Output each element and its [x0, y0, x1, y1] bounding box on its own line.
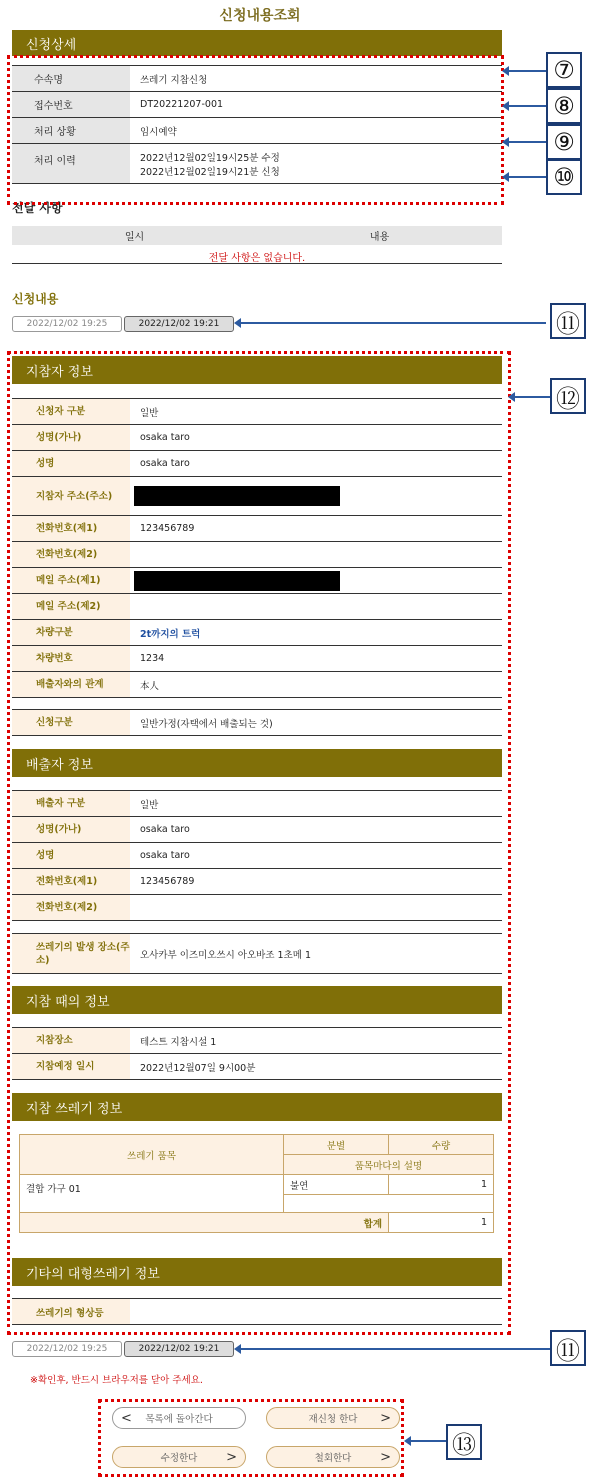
garbage-qty: 1: [389, 1175, 494, 1195]
row-value: 일반: [140, 799, 159, 811]
row-label: 배출자와의 관계: [12, 672, 130, 697]
history-entry: 2022년12월02일19시21분 신청: [140, 167, 280, 178]
row-label: 메일 주소(제1): [12, 568, 130, 593]
annotation-arrow: [240, 322, 546, 324]
content-title: 신청내용: [12, 292, 59, 306]
row-label: 쓰레기의 형상등: [12, 1299, 130, 1324]
annotation-arrow: [514, 396, 550, 398]
row-label: 배출자 구분: [12, 791, 130, 816]
row-label: 성명(가나): [12, 817, 130, 842]
annotation-badge-7: ⑦: [546, 52, 582, 88]
garbage-section-title: 지참 쓰레기 정보: [26, 1101, 123, 1117]
col-desc: 품목마다의 설명: [284, 1155, 494, 1175]
row-label: 성명: [12, 451, 130, 476]
annotation-badge-12: ⑫: [550, 378, 586, 414]
row-label: 처리 상황: [12, 118, 130, 143]
close-browser-notice: ※확인후, 반드시 브라우저를 닫아 주세요.: [30, 1375, 203, 1386]
row-value: 쓰레기 지참신청: [140, 74, 208, 86]
messages-empty: 전달 사항은 없습니다.: [12, 245, 502, 264]
row-value: 2t까지의 트럭: [140, 628, 201, 640]
details-section-title: 신청상세: [26, 37, 77, 53]
annotation-box-content: [7, 351, 511, 1335]
history-entry: 2022년12월02일19시25분 수정: [140, 153, 280, 164]
row-label: 메일 주소(제2): [12, 594, 130, 619]
row-value: 일반가정(자택에서 배출되는 것): [140, 718, 273, 730]
history-tab-latest[interactable]: 2022/12/02 19:25: [12, 316, 122, 332]
row-label: 지참장소: [12, 1028, 130, 1053]
row-label: 신청자 구분: [12, 399, 130, 424]
annotation-badge-8: ⑧: [546, 88, 582, 124]
row-value: 테스트 지참시설 1: [140, 1036, 217, 1048]
annotation-box-details: [7, 55, 504, 205]
row-value: 1234: [140, 653, 165, 664]
total-label: 합계: [20, 1213, 389, 1233]
annotation-badge-11: ⑪: [550, 303, 586, 339]
row-label: 차량번호: [12, 646, 130, 671]
row-value: osaka taro: [140, 432, 190, 443]
row-value: 오사카부 이즈미오쓰시 아오바조 1초메 1: [140, 949, 311, 961]
messages-col-date: 일시: [124, 232, 145, 243]
row-value: osaka taro: [140, 850, 190, 861]
details-section-header: [12, 30, 502, 56]
row-value: 2022년12월07일 9시00분: [140, 1062, 256, 1074]
annotation-badge-13: ⑬: [446, 1424, 482, 1460]
row-label: 차량구분: [12, 620, 130, 645]
annotation-badge-9: ⑨: [546, 124, 582, 160]
row-label: 접수번호: [12, 92, 130, 117]
visit-section-title: 지참 때의 정보: [26, 994, 110, 1010]
row-label: 지참예정 일시: [12, 1054, 130, 1079]
page-title: 신청내용조회: [219, 8, 301, 24]
row-label: 전화번호(제1): [12, 869, 130, 894]
annotation-box-buttons: [98, 1399, 404, 1477]
history-tab-original-bottom[interactable]: 2022/12/02 19:21: [124, 1341, 234, 1357]
edit-button-label: 수정한다: [160, 1453, 198, 1464]
annotation-arrow: [240, 1348, 550, 1350]
annotation-badge-11-bottom: ⑪: [550, 1330, 586, 1366]
total-qty: 1: [389, 1213, 494, 1233]
row-label: 전화번호(제1): [12, 516, 130, 541]
history-tab-latest-bottom[interactable]: 2022/12/02 19:25: [12, 1341, 122, 1357]
row-label: 처리 이력: [12, 144, 130, 183]
reapply-button-label: 재신청 한다: [308, 1414, 358, 1425]
row-label: 지참자 주소(주소): [12, 477, 130, 515]
chevron-right-icon: >: [226, 1449, 237, 1465]
row-value: osaka taro: [140, 824, 190, 835]
col-qty: 수량: [389, 1135, 494, 1155]
messages-title: 전달 사항: [12, 201, 63, 215]
annotation-arrow: [410, 1440, 446, 1442]
row-label: 전화번호(제2): [12, 542, 130, 567]
row-value: 123456789: [140, 876, 195, 887]
annotation-arrow: [508, 70, 546, 72]
row-value: DT20221207-001: [140, 99, 224, 110]
garbage-item: 결합 가구 01: [20, 1175, 284, 1213]
withdraw-button-label: 철회한다: [314, 1453, 352, 1464]
history-tab-original[interactable]: 2022/12/02 19:21: [124, 316, 234, 332]
annotation-arrow: [508, 105, 546, 107]
annotation-arrow: [508, 176, 546, 178]
row-value: osaka taro: [140, 458, 190, 469]
discharger-section-title: 배출자 정보: [26, 757, 93, 773]
row-label: 수속명: [12, 66, 130, 91]
row-label: 쓰레기의 발생 장소(주소): [12, 934, 130, 973]
row-label: 전화번호(제2): [12, 895, 130, 920]
row-label: 신청구분: [12, 710, 130, 735]
garbage-class: 불연: [284, 1175, 389, 1195]
messages-header: [12, 226, 502, 245]
row-label: 성명(가나): [12, 425, 130, 450]
annotation-arrow: [508, 141, 546, 143]
row-value: 123456789: [140, 523, 195, 534]
row-value: 本人: [140, 680, 160, 692]
chevron-left-icon: <: [121, 1410, 132, 1426]
other-section-title: 기타의 대형쓰레기 정보: [26, 1266, 160, 1282]
annotation-badge-10: ⑩: [546, 159, 582, 195]
row-label: 성명: [12, 843, 130, 868]
row-value: 일반: [140, 407, 159, 419]
chevron-right-icon: >: [380, 1410, 391, 1426]
col-class: 분별: [284, 1135, 389, 1155]
back-button-label: 목록에 돌아간다: [145, 1414, 213, 1425]
messages-col-content: 내용: [369, 232, 390, 243]
bringer-section-title: 지참자 정보: [26, 364, 93, 380]
row-value: 임시예약: [140, 126, 177, 138]
col-item: 쓰레기 품목: [20, 1135, 284, 1175]
chevron-right-icon: >: [380, 1449, 391, 1465]
